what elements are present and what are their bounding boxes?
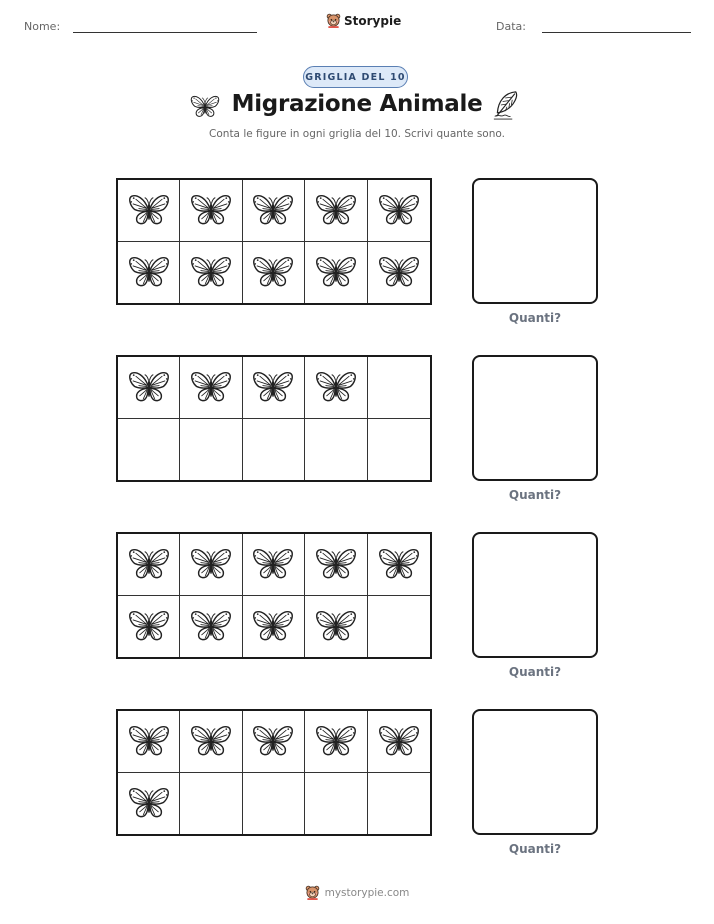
- butterfly-icon: [315, 256, 357, 289]
- footer-url[interactable]: mystorypie.com: [324, 886, 410, 899]
- butterfly-icon: [190, 725, 232, 758]
- frame-cell: [368, 711, 430, 773]
- frame-cell: [305, 180, 367, 242]
- butterfly-icon: [128, 610, 170, 643]
- frame-cell: [305, 596, 367, 658]
- frame-cell: [118, 773, 180, 835]
- answer-box[interactable]: [472, 532, 598, 658]
- butterfly-icon: [378, 256, 420, 289]
- bear-mascot-icon: [305, 885, 320, 900]
- page-title: Migrazione Animale: [231, 91, 483, 117]
- frame-cell: [118, 596, 180, 658]
- butterfly-icon: [128, 725, 170, 758]
- frame-cell: [368, 242, 430, 304]
- frame-cell: [243, 534, 305, 596]
- ten-frame: [116, 532, 432, 659]
- frame-cell: [368, 180, 430, 242]
- answer-box[interactable]: [472, 709, 598, 835]
- frame-cell: [180, 596, 242, 658]
- answer-label: Quanti?: [508, 488, 562, 502]
- date-line[interactable]: [542, 32, 691, 33]
- answer-label: Quanti?: [508, 311, 562, 325]
- answer-box[interactable]: [472, 178, 598, 304]
- butterfly-icon: [378, 548, 420, 581]
- butterfly-icon: [252, 548, 294, 581]
- butterfly-icon: [378, 194, 420, 227]
- butterfly-icon: [252, 256, 294, 289]
- frame-cell: [118, 711, 180, 773]
- frame-cell: [118, 242, 180, 304]
- butterfly-icon: [252, 194, 294, 227]
- frame-cell: [305, 357, 367, 419]
- answer-label: Quanti?: [508, 665, 562, 679]
- butterfly-icon: [315, 371, 357, 404]
- frame-cell: [305, 534, 367, 596]
- frame-cell: [180, 180, 242, 242]
- frame-cell: [305, 419, 367, 481]
- frame-cell: [180, 711, 242, 773]
- brand-name: Storypie: [344, 13, 402, 28]
- frame-cell: [368, 419, 430, 481]
- frame-cell: [180, 419, 242, 481]
- frame-cell: [243, 180, 305, 242]
- butterfly-icon: [128, 787, 170, 820]
- worksheet-type-badge: GRIGLIA DEL 10: [303, 66, 408, 88]
- bear-mascot-icon: [326, 13, 341, 28]
- butterfly-icon: [190, 371, 232, 404]
- frame-cell: [368, 357, 430, 419]
- butterfly-icon: [190, 610, 232, 643]
- ten-frame: [116, 709, 432, 836]
- frame-cell: [180, 357, 242, 419]
- frame-cell: [118, 180, 180, 242]
- frame-cell: [243, 711, 305, 773]
- frame-cell: [118, 419, 180, 481]
- frame-cell: [243, 357, 305, 419]
- butterfly-icon: [128, 371, 170, 404]
- answer-box[interactable]: [472, 355, 598, 481]
- date-label: Data:: [496, 20, 526, 33]
- frame-cell: [243, 773, 305, 835]
- frame-cell: [305, 711, 367, 773]
- butterfly-icon: [378, 725, 420, 758]
- frame-cell: [180, 534, 242, 596]
- frame-cell: [118, 534, 180, 596]
- frame-cell: [180, 242, 242, 304]
- frame-cell: [305, 773, 367, 835]
- butterfly-icon: [315, 194, 357, 227]
- frame-cell: [243, 242, 305, 304]
- instructions: Conta le figure in ogni griglia del 10. Scrivi quante sono.: [209, 128, 505, 140]
- frame-cell: [368, 534, 430, 596]
- frame-cell: [243, 419, 305, 481]
- brand-logo: [326, 13, 401, 28]
- name-line[interactable]: [73, 32, 257, 33]
- frame-cell: [180, 773, 242, 835]
- frame-cell: [243, 596, 305, 658]
- feather-icon: [493, 90, 521, 120]
- butterfly-icon: [190, 548, 232, 581]
- answer-label: Quanti?: [508, 842, 562, 856]
- butterfly-icon: [128, 256, 170, 289]
- frame-cell: [118, 357, 180, 419]
- frame-cell: [368, 596, 430, 658]
- butterfly-icon: [128, 548, 170, 581]
- butterfly-icon: [315, 725, 357, 758]
- ten-frame: [116, 178, 432, 305]
- butterfly-icon: [315, 610, 357, 643]
- footer: [0, 885, 714, 900]
- butterfly-icon: [252, 371, 294, 404]
- frame-cell: [368, 773, 430, 835]
- butterfly-icon: [252, 610, 294, 643]
- ten-frame: [116, 355, 432, 482]
- butterfly-icon: [128, 194, 170, 227]
- butterfly-icon: [190, 194, 232, 227]
- butterfly-icon: [252, 725, 294, 758]
- butterfly-icon: [315, 548, 357, 581]
- frame-cell: [305, 242, 367, 304]
- name-label: Nome:: [24, 20, 61, 33]
- butterfly-icon: [190, 256, 232, 289]
